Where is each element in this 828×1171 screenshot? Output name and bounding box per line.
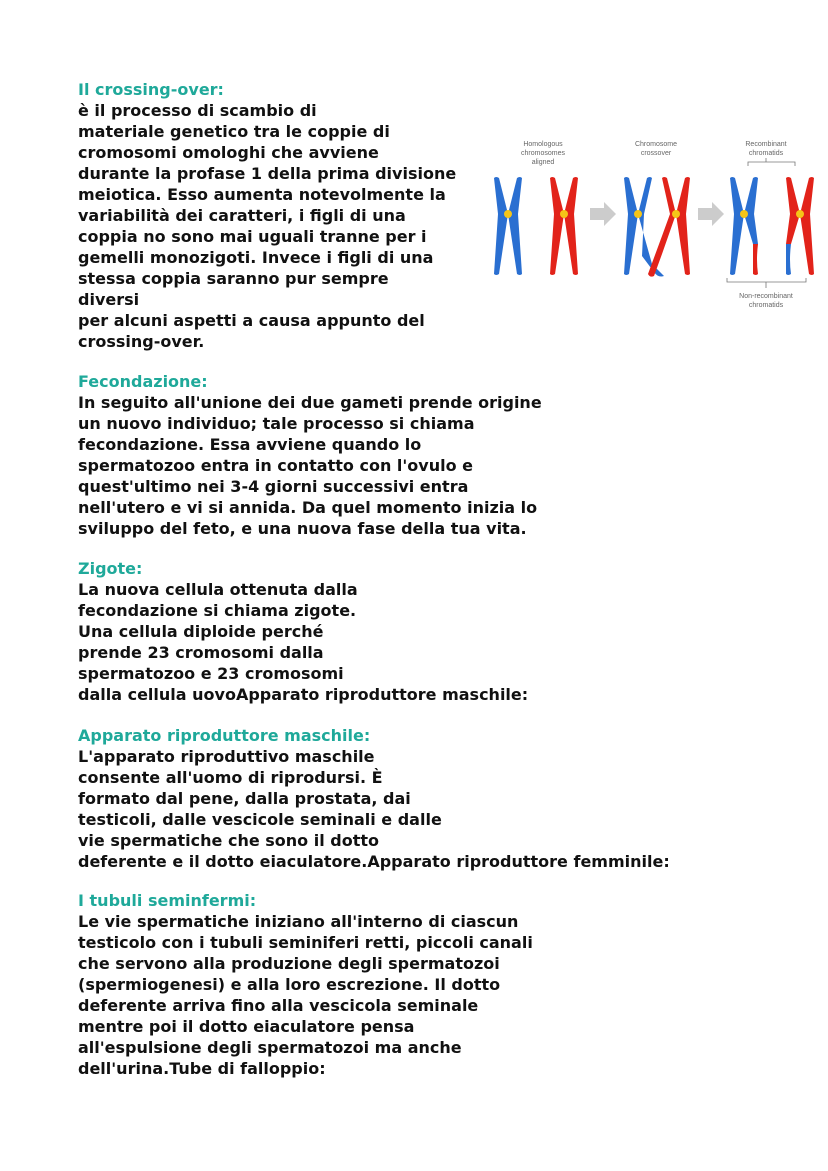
label-crossover: crossover xyxy=(640,150,672,157)
text-line: Una cellula diploide perché xyxy=(78,622,324,641)
text-line: fecondazione. Essa avviene quando lo xyxy=(78,435,422,454)
chromosome-recombinant-red xyxy=(786,177,814,275)
text-line: stessa coppia saranno pur sempre xyxy=(78,269,389,288)
section-zigote xyxy=(78,559,528,705)
text-line: meiotica. Esso aumenta notevolmente la xyxy=(78,185,446,204)
heading-crossing-over: Il crossing-over: xyxy=(78,80,224,99)
text-line: sviluppo del feto, e una nuova fase della tua vita. xyxy=(78,519,527,538)
text-line: crossing-over. xyxy=(78,332,205,351)
text-line: quest'ultimo nei 3-4 giorni successivi entra xyxy=(78,477,469,496)
text-line: L'apparato riproduttivo maschile xyxy=(78,747,375,766)
label-recombinant: Recombinant xyxy=(745,141,787,148)
text-line: deferente arriva fino alla vescicola seminale xyxy=(78,996,479,1015)
text-line: consente all'uomo di riprodursi. È xyxy=(78,768,383,787)
chromosome-crossover-pair xyxy=(624,177,690,277)
text-line: variabilità dei caratteri, i figli di una xyxy=(78,206,406,225)
text-line: La nuova cellula ottenuta dalla xyxy=(78,580,358,599)
text-line: deferente e il dotto eiaculatore.Apparato riproduttore femminile: xyxy=(78,852,670,871)
label-chromosomes: chromosomes xyxy=(521,150,565,157)
apparato-maschile-body xyxy=(78,746,670,872)
label-recombinant-chromatids: chromatids xyxy=(748,150,784,157)
text-line: vie spermatiche che sono il dotto xyxy=(78,831,379,850)
text-line: In seguito all'unione dei due gameti prende origine xyxy=(78,393,542,412)
bracket-bottom xyxy=(727,278,806,288)
text-line: prende 23 cromosomi dalla xyxy=(78,643,324,662)
text-line: cromosomi omologhi che avviene xyxy=(78,143,379,162)
heading-fecondazione: Fecondazione: xyxy=(78,372,208,391)
heading-apparato-maschile: Apparato riproduttore maschile: xyxy=(78,726,371,745)
fecondazione-body xyxy=(78,392,542,539)
text-line: durante la profase 1 della prima divisione xyxy=(78,164,457,183)
text-line: mentre poi il dotto eiaculatore pensa xyxy=(78,1017,415,1036)
label-aligned: aligned xyxy=(531,159,555,166)
label-non-recombinant: Non-recombinant xyxy=(739,293,793,300)
label-homologous: Homologous xyxy=(523,141,563,148)
text-line: per alcuni aspetti a causa appunto del xyxy=(78,311,425,330)
text-line: materiale genetico tra le coppie di xyxy=(78,122,390,141)
section-apparato-maschile xyxy=(78,726,670,872)
heading-zigote: Zigote: xyxy=(78,559,143,578)
text-line: formato dal pene, dalla prostata, dai xyxy=(78,789,411,808)
text-line: che servono alla produzione degli spermatozoi xyxy=(78,954,500,973)
section-crossing-over xyxy=(78,80,456,352)
label-non-recombinant-chromatids: chromatids xyxy=(748,302,784,309)
chromosome-red-1 xyxy=(550,177,578,275)
text-line: spermatozoo e 23 cromosomi xyxy=(78,664,344,683)
text-line: gemelli monozigoti. Invece i figli di una xyxy=(78,248,434,267)
text-line: testicoli, dalle vescicole seminali e dalle xyxy=(78,810,442,829)
text-line: Le vie spermatiche iniziano all'interno di ciascun xyxy=(78,912,519,931)
zigote-body xyxy=(78,579,528,705)
bracket-top xyxy=(748,158,795,166)
text-line: spermatozoo entra in contatto con l'ovulo e xyxy=(78,456,473,475)
chromosome-recombinant-blue xyxy=(730,177,758,275)
text-line: dalla cellula uovoApparato riproduttore maschile: xyxy=(78,685,529,704)
arrow-icon xyxy=(590,202,616,226)
text-line: coppia no sono mai uguali tranne per i xyxy=(78,227,427,246)
text-line: dell'urina.Tube di falloppio: xyxy=(78,1059,326,1078)
tubuli-seminiferi-body xyxy=(78,911,533,1079)
text-line: nell'utero e vi si annida. Da quel momento inizia lo xyxy=(78,498,538,517)
section-tubuli-seminiferi xyxy=(78,891,533,1079)
label-chromosome: Chromosome xyxy=(634,141,678,148)
text-line: è il processo di scambio di xyxy=(78,101,317,120)
section-fecondazione xyxy=(78,372,542,539)
crossing-over-diagram xyxy=(486,136,822,316)
crossing-over-body xyxy=(78,100,456,352)
arrow-icon xyxy=(698,202,724,226)
text-line: diversi xyxy=(78,290,140,309)
chromosome-blue-1 xyxy=(494,177,522,275)
text-line: all'espulsione degli spermatozoi ma anche xyxy=(78,1038,462,1057)
text-line: un nuovo individuo; tale processo si chiama xyxy=(78,414,475,433)
heading-tubuli-seminiferi: I tubuli seminfermi: xyxy=(78,891,257,910)
text-line: testicolo con i tubuli seminiferi retti, piccoli canali xyxy=(78,933,533,952)
text-line: (spermiogenesi) e alla loro escrezione. Il dotto xyxy=(78,975,501,994)
text-line: fecondazione si chiama zigote. xyxy=(78,601,357,620)
